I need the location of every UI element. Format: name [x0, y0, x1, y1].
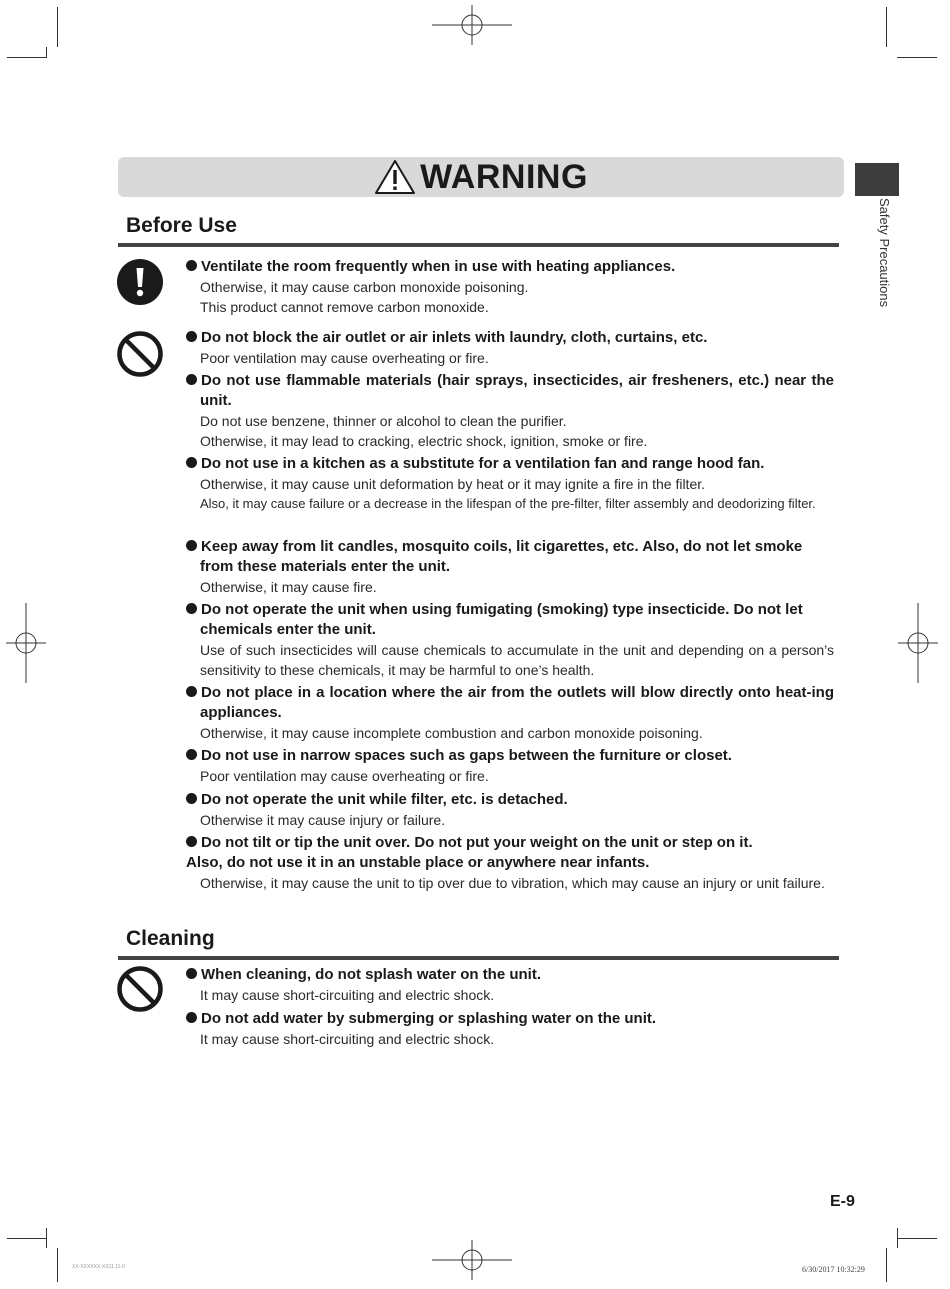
list-item: Do not use flammable materials (hair sprays, insecticides, air fresheners, etc.) near the unit. Do not use benzene, thinner or alcohol to clean the purifier. Otherwise, it may lead to cracking, electric shock, ignition, smoke or fire.: [186, 371, 834, 451]
list-item: Do not add water by submerging or splashing water on the unit. It may cause short-circuiting and electric shock.: [186, 1009, 834, 1049]
section-divider: [118, 243, 839, 247]
page-number: E-9: [830, 1193, 855, 1210]
list-item: Ventilate the room frequently when in use with heating appliances. Otherwise, it may cause carbon monoxide poisoning. This product cannot remove carbon monoxide.: [186, 257, 834, 317]
print-timestamp: 6/30/2017 10:32:29: [802, 1265, 865, 1274]
list-item: Keep away from lit candles, mosquito coils, lit cigarettes, etc. Also, do not let smoke from these materials enter the unit. Otherwise, it may cause fire.: [186, 537, 834, 597]
section-heading-before-use: Before Use: [126, 214, 237, 237]
bullet-icon: [186, 968, 197, 979]
list-item: Do not tilt or tip the unit over. Do not put your weight on the unit or step on it. Also, do not use it in an unstable place or anywhere near infants. Otherwise, it may cause the unit to tip over due to vibration, which may cause an injury or unit failure.: [186, 834, 825, 891]
list-item: Do not operate the unit when using fumigating (smoking) type insecticide. Do not let chemicals enter the unit. Use of such insecticides will cause chemicals to accumulate in the unit and depending on a person’s sensitivity to these chemicals, it may be harmful to one’s health.: [186, 600, 834, 680]
exclamation-mandatory-icon: [116, 258, 164, 306]
bullet-icon: [186, 793, 197, 804]
bullet-icon: [186, 260, 197, 271]
list-item: Do not operate the unit while filter, etc. is detached. Otherwise it may cause injury or failure.: [186, 790, 834, 830]
warning-triangle-icon: [374, 159, 416, 195]
bullet-icon: [186, 603, 197, 614]
list-item: Do not place in a location where the air from the outlets will blow directly onto heat-ing appliances. Otherwise, it may cause incomplete combustion and carbon monoxide poisoning.: [186, 683, 834, 743]
section-heading-cleaning: Cleaning: [126, 927, 215, 950]
print-code: XX-XXXXXX-XX11 11-0: [72, 1264, 125, 1270]
bullet-icon: [186, 457, 197, 468]
list-item: Do not block the air outlet or air inlets with laundry, cloth, curtains, etc. Poor ventilation may cause overheating or fire.: [186, 328, 834, 368]
side-tab: [855, 163, 899, 196]
bullet-icon: [186, 1012, 197, 1023]
bullet-icon: [186, 836, 197, 847]
warning-title: WARNING: [420, 157, 588, 196]
prohibition-icon: [116, 965, 164, 1013]
bullet-icon: [186, 540, 197, 551]
prohibition-icon: [116, 330, 164, 378]
bullet-icon: [186, 749, 197, 760]
list-item: When cleaning, do not splash water on the unit. It may cause short-circuiting and electric shock.: [186, 965, 834, 1005]
registration-mark-bottom-icon: [432, 1240, 512, 1280]
bullet-icon: [186, 374, 197, 385]
registration-mark-top-icon: [432, 5, 512, 45]
bullet-icon: [186, 686, 197, 697]
list-item: Do not use in a kitchen as a substitute for a ventilation fan and range hood fan. Otherwise, it may cause unit deformation by heat or it may ignite a fire in the filter. Also, it may cause failure or a decrease in the lifespan of the pre-filter, filter assembly and deodorizing filter.: [186, 454, 834, 514]
bullet-icon: [186, 331, 197, 342]
section-divider: [118, 956, 839, 960]
registration-mark-left-icon: [6, 603, 46, 683]
list-item: Do not use in narrow spaces such as gaps between the furniture or closet. Poor ventilation may cause overheating or fire.: [186, 746, 834, 786]
registration-mark-right-icon: [898, 603, 938, 683]
warning-banner: [118, 157, 844, 197]
side-tab-label: Safety Precautions: [877, 198, 892, 308]
